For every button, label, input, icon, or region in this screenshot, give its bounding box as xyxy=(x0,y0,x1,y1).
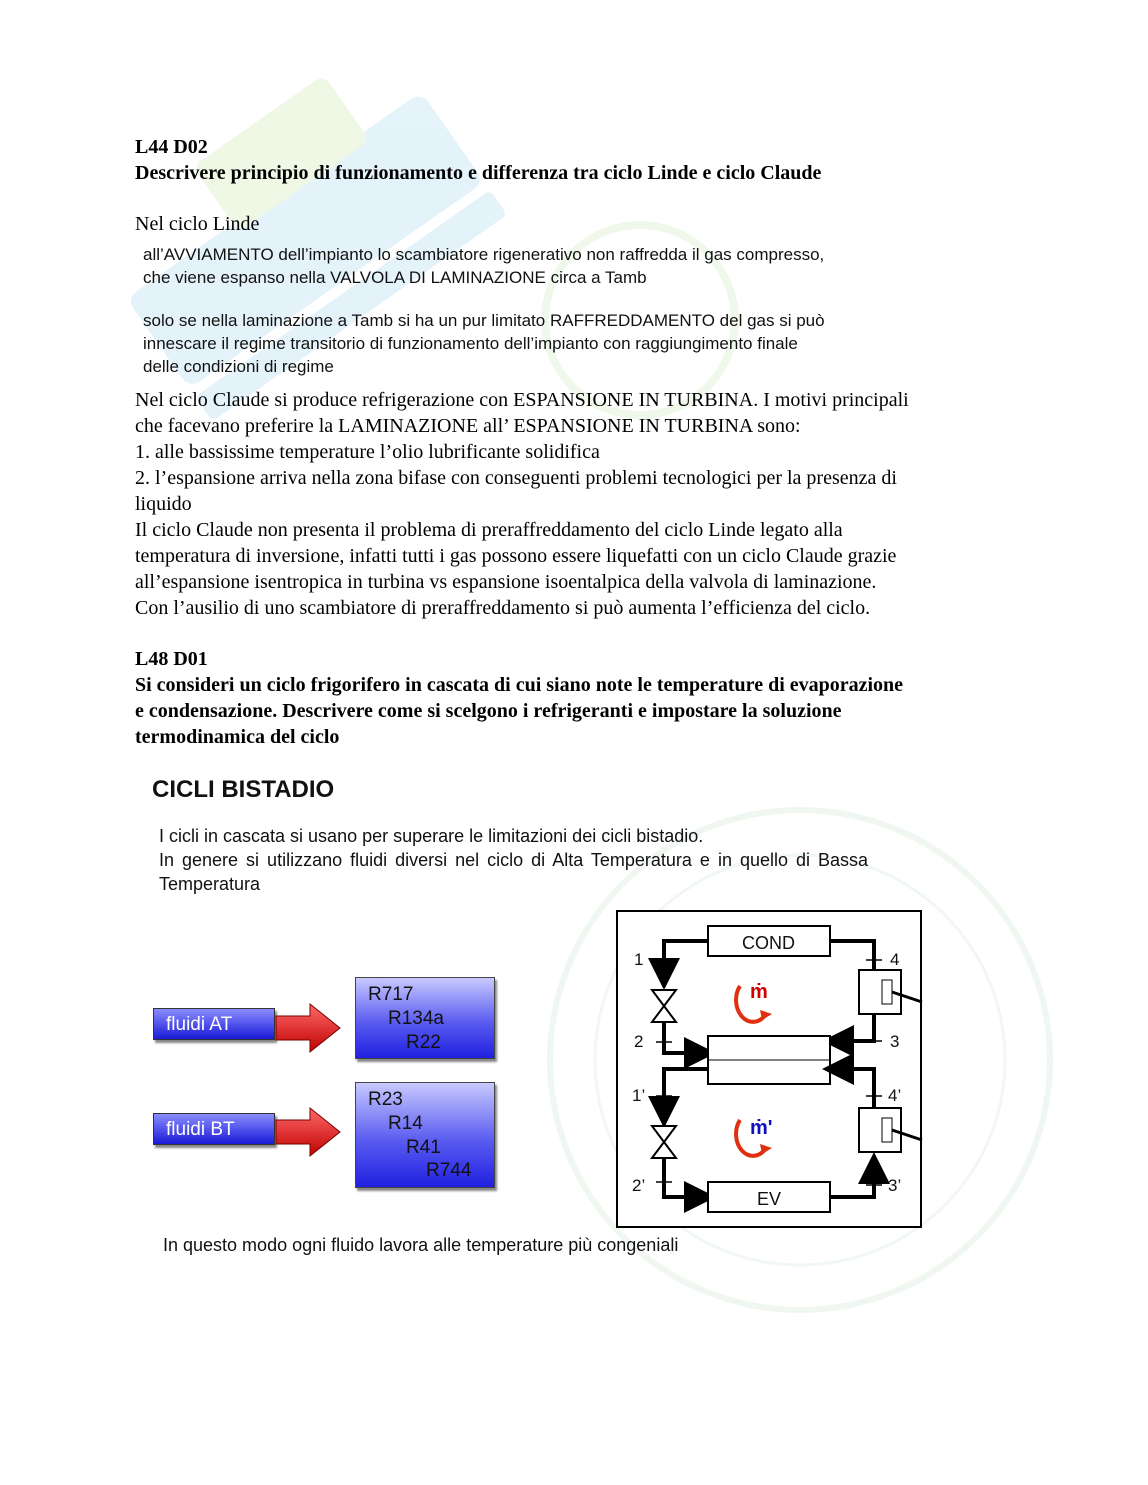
point-label: 3’ xyxy=(888,1176,902,1195)
section2-question-line: e condensazione. Descrivere come si scelgono i refrigeranti e impostare la soluzione xyxy=(135,700,842,722)
point-label: 4 xyxy=(890,950,900,969)
body-line: 2. l’espansione arriva nella zona bifase con conseguenti problemi tecnologici per la presenza di xyxy=(135,467,897,489)
body-line: 1. alle bassissime temperature l’olio lubrificante solidifica xyxy=(135,441,600,463)
arrow-at-icon xyxy=(274,1002,344,1054)
refrigerant: R744 xyxy=(426,1160,472,1181)
slide-line: delle condizioni di regime xyxy=(143,357,334,376)
refrigerant: R22 xyxy=(406,1032,441,1053)
section1-question: Descrivere principio di funzionamento e differenza tra ciclo Linde e ciclo Claude xyxy=(135,162,822,184)
point-label: 3 xyxy=(890,1032,900,1051)
slide-line: solo se nella laminazione a Tamb si ha un pur limitato RAFFREDDAMENTO del gas si può xyxy=(143,311,825,330)
section1-intro: Nel ciclo Linde xyxy=(135,213,260,235)
mass-flow-lower: ṁ' xyxy=(750,1117,773,1139)
slide-line: all’AVVIAMENTO dell’impianto lo scambiatore rigenerativo non raffredda il gas compresso, xyxy=(143,245,825,264)
body-line: Il ciclo Claude non presenta il problema di preraffreddamento del ciclo Linde legato alla xyxy=(135,519,843,541)
section2-code: L48 D01 xyxy=(135,648,208,670)
point-label: 1 xyxy=(634,950,644,969)
point-label: 2 xyxy=(634,1032,644,1051)
refrigerant: R41 xyxy=(406,1137,441,1158)
section2-question-line: termodinamica del ciclo xyxy=(135,726,340,748)
point-label: 2’ xyxy=(632,1176,646,1195)
body-line: liquido xyxy=(135,493,192,515)
point-label: 1’ xyxy=(632,1086,646,1105)
fluids-bt-refrigerants xyxy=(355,1082,495,1188)
arrow-bt-icon xyxy=(274,1106,344,1158)
slide-line: che viene espanso nella VALVOLA DI LAMINAZIONE circa a Tamb xyxy=(143,268,647,287)
refrigerant: R134a xyxy=(388,1008,444,1029)
evaporator-label: EV xyxy=(757,1189,782,1209)
body-line: che facevano preferire la LAMINAZIONE all’ ESPANSIONE IN TURBINA sono: xyxy=(135,415,801,437)
body-line: all’espansione isentropica in turbina vs espansione isoentalpica della valvola di laminazione. xyxy=(135,571,877,593)
point-label: 4’ xyxy=(888,1086,902,1105)
slide-text-line: Temperatura xyxy=(159,874,261,894)
refrigerant: R717 xyxy=(368,984,414,1005)
slide-text-line: In genere si utilizzano fluidi diversi nel ciclo di Alta Temperatura e in quello di Bassa xyxy=(159,850,869,870)
body-line: Nel ciclo Claude si produce refrigerazione con ESPANSIONE IN TURBINA. I motivi principali xyxy=(135,389,909,411)
refrigerant: R23 xyxy=(368,1089,403,1110)
body-line: Con l’ausilio di uno scambiatore di preraffreddamento si può aumenta l’efficienza del ciclo. xyxy=(135,597,871,619)
section2-question-line: Si consideri un ciclo frigorifero in cascata di cui siano note le temperature di evaporazione xyxy=(135,674,904,696)
mass-flow-upper: ṁ xyxy=(750,981,768,1003)
fluids-at-refrigerants xyxy=(355,977,495,1059)
fluids-bt-label: fluidi BT xyxy=(153,1113,275,1145)
condenser-label: COND xyxy=(742,933,795,953)
cascade-cycle-diagram xyxy=(616,910,924,1230)
slide-text-line: I cicli in cascata si usano per superare le limitazioni dei cicli bistadio. xyxy=(159,826,704,846)
refrigerant: R14 xyxy=(388,1113,423,1134)
slide-title: CICLI BISTADIO xyxy=(152,776,335,803)
slide-footer: In questo modo ogni fluido lavora alle temperature più congeniali xyxy=(163,1235,679,1255)
slide-line: innescare il regime transitorio di funzionamento dell’impianto con raggiungimento finale xyxy=(143,334,798,353)
fluids-at-label: fluidi AT xyxy=(153,1008,275,1040)
body-line: temperatura di inversione, infatti tutti i gas possono essere liquefatti con un ciclo Claude grazie xyxy=(135,545,897,567)
section1-code: L44 D02 xyxy=(135,136,208,158)
